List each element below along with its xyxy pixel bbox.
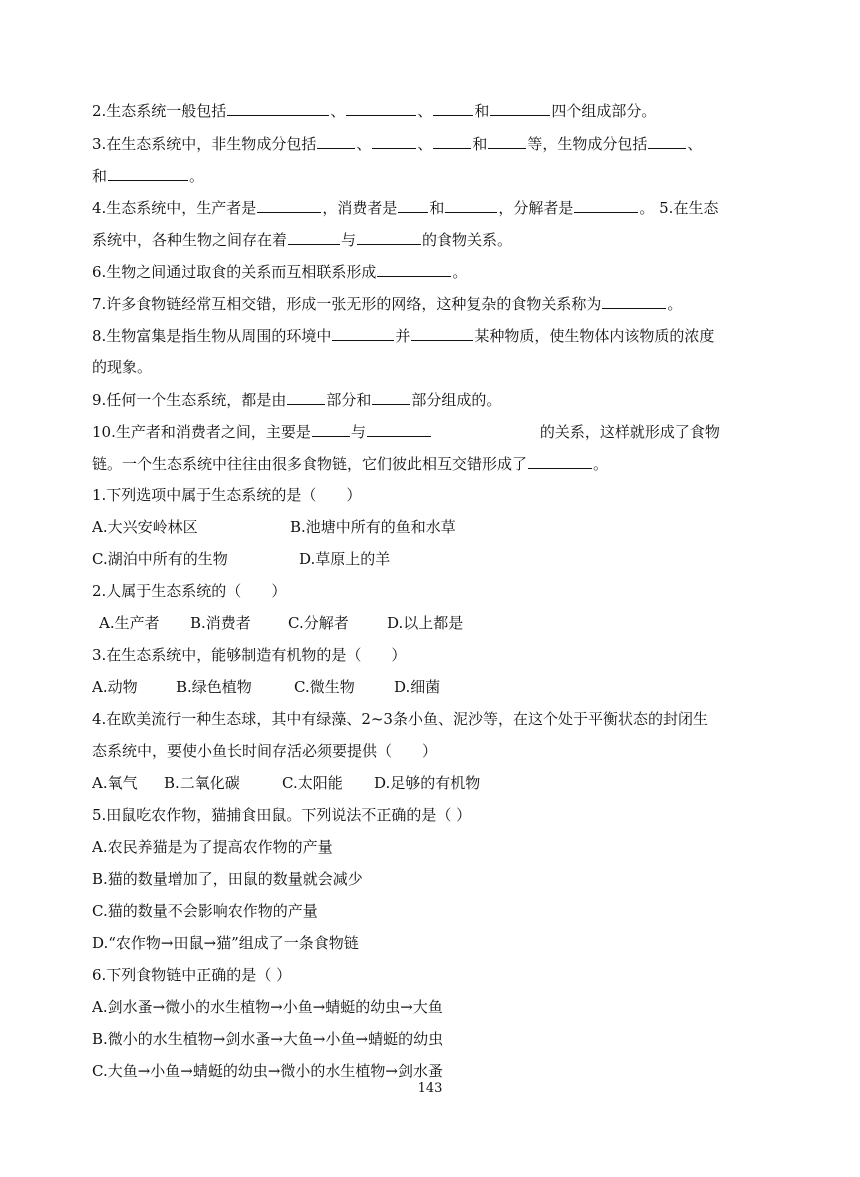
choice-question-1-stem: 1.下列选项中属于生态系统的是（ ） (92, 486, 362, 504)
question-text: 4.生态系统中，生产者是 (92, 199, 257, 217)
answer-blank[interactable] (574, 198, 638, 213)
question-text: 2.生态系统一般包括 (92, 102, 227, 120)
answer-blank[interactable] (433, 101, 473, 116)
choice-question-1-options-row-2 (92, 550, 782, 568)
choice-question-2-options (99, 614, 789, 632)
question-text: 的关系，这样就形成了食物 (539, 423, 720, 441)
choice-option-b[interactable]: B.池塘中所有的鱼和水草 (290, 518, 456, 536)
blank-question-4 (92, 198, 782, 217)
answer-blank[interactable] (372, 390, 410, 405)
question-text: 链。一个生态系统中往往由很多食物链，它们彼此相互交错形成了 (92, 455, 528, 473)
question-text: ，消费者是 (322, 199, 398, 217)
blank-question-7 (92, 294, 782, 313)
answer-blank[interactable] (411, 326, 473, 341)
choice-question-4-options (92, 774, 782, 792)
question-text: 、 (687, 135, 703, 153)
question-text: 。 (667, 295, 683, 313)
blank-question-9 (92, 390, 782, 409)
answer-blank[interactable] (357, 230, 421, 245)
choice-option-b[interactable]: B.绿色植物 (176, 678, 252, 696)
answer-blank[interactable] (312, 422, 350, 437)
choice-option-a[interactable]: A.农民养猫是为了提高农作物的产量 (92, 838, 333, 856)
answer-blank[interactable] (346, 101, 416, 116)
question-text: 、 (417, 102, 433, 120)
answer-blank[interactable] (398, 198, 428, 213)
question-text: 3.在生态系统中，非生物成分包括 (92, 135, 317, 153)
blank-question-6 (92, 262, 782, 281)
choice-option-b[interactable]: B.猫的数量增加了，田鼠的数量就会减少 (92, 870, 363, 888)
question-text: 10.生产者和消费者之间，主要是 (92, 423, 311, 441)
choice-option-c[interactable]: C.太阳能 (282, 774, 343, 792)
question-text: 系统中，各种生物之间存在着 (92, 231, 288, 249)
choice-option-a[interactable]: A.生产者 (99, 614, 160, 632)
choice-option-b[interactable]: B.二氧化碳 (164, 774, 240, 792)
choice-option-c[interactable]: C.猫的数量不会影响农作物的产量 (92, 902, 318, 920)
choice-question-5-stem: 5.田鼠吃农作物，猫捕食田鼠。下列说法不正确的是（ ） (92, 806, 472, 824)
question-text: 和 (474, 102, 490, 120)
choice-option-a[interactable]: A.大兴安岭林区 (92, 518, 198, 536)
blank-question-2 (92, 101, 782, 120)
answer-blank[interactable] (317, 134, 355, 149)
choice-option-a[interactable]: A.氧气 (92, 774, 138, 792)
choice-question-4-stem-line-2: 态系统中，要使小鱼长时间存活必须要提供（ ） (92, 742, 438, 760)
answer-blank[interactable] (433, 134, 471, 149)
blank-question-3 (92, 134, 782, 153)
choice-question-4-stem: 4.在欧美流行一种生态球，其中有绿藻、2~3条小鱼、泥沙等，在这个处于平衡状态的封闭生 (92, 710, 708, 728)
answer-blank[interactable] (488, 134, 526, 149)
page-number: 143 (417, 1081, 443, 1096)
question-text: 、 (417, 135, 433, 153)
choice-option-c[interactable]: C.湖泊中所有的生物 (92, 550, 228, 568)
question-text: 。 (593, 455, 609, 473)
question-text: 。 5.在生态 (639, 199, 719, 217)
choice-question-1-options-row-1 (92, 518, 782, 536)
question-text: 并 (395, 327, 411, 345)
question-text: 7.许多食物链经常互相交错，形成一张无形的网络，这种复杂的食物关系称为 (92, 295, 602, 313)
question-text: 部分和 (326, 391, 372, 409)
answer-blank[interactable] (602, 294, 666, 309)
choice-option-d[interactable]: D.足够的有机物 (374, 774, 481, 792)
choice-option-c[interactable]: C.分解者 (288, 614, 349, 632)
answer-blank[interactable] (648, 134, 686, 149)
question-text: 8.生物富集是指生物从周围的环境中 (92, 327, 332, 345)
answer-blank[interactable] (332, 326, 394, 341)
question-text: 6.生物之间通过取食的关系而互相联系形成 (92, 263, 377, 281)
blank-question-3-line-2 (92, 166, 782, 185)
question-text: 四个组成部分。 (551, 102, 657, 120)
choice-option-d[interactable]: D.“农作物→田鼠→猫”组成了一条食物链 (92, 934, 359, 952)
choice-question-3-stem: 3.在生态系统中，能够制造有机物的是（ ） (92, 646, 407, 664)
answer-blank[interactable] (108, 166, 188, 181)
question-text: ，分解者是 (498, 199, 574, 217)
choice-option-d[interactable]: D.以上都是 (387, 614, 464, 632)
question-text: 和 (92, 167, 108, 185)
question-text: 部分组成的。 (411, 391, 502, 409)
answer-blank[interactable] (227, 101, 329, 116)
question-text: 某种物质，使生物体内该物质的浓度 (474, 327, 715, 345)
choice-question-2-stem: 2.人属于生态系统的（ ） (92, 582, 287, 600)
question-text: 的食物关系。 (422, 231, 513, 249)
question-text: 与 (350, 423, 366, 441)
blank-question-5 (92, 230, 782, 249)
answer-blank[interactable] (367, 422, 431, 437)
answer-blank[interactable] (377, 262, 451, 277)
blank-question-8-line-2 (92, 358, 782, 376)
answer-blank[interactable] (528, 454, 592, 469)
question-text: 、 (330, 102, 346, 120)
choice-option-a[interactable]: A.剑水蚤→微小的水生植物→小鱼→蜻蜓的幼虫→大鱼 (92, 998, 443, 1016)
answer-blank[interactable] (287, 390, 325, 405)
question-text: 9.任何一个生态系统，都是由 (92, 391, 287, 409)
question-text: 的现象。 (92, 358, 153, 376)
answer-blank[interactable] (288, 230, 340, 245)
blank-question-8 (92, 326, 782, 345)
question-text: 、 (356, 135, 372, 153)
question-text: 和 (429, 199, 445, 217)
answer-blank[interactable] (257, 198, 321, 213)
question-text: 。 (452, 263, 468, 281)
answer-blank[interactable] (490, 101, 550, 116)
choice-option-a[interactable]: A.动物 (92, 678, 138, 696)
question-text: 。 (189, 167, 205, 185)
choice-option-b[interactable]: B.微小的水生植物→剑水蚤→大鱼→小鱼→蜻蜓的幼虫 (92, 1030, 444, 1048)
question-text: 等，生物成分包括 (527, 135, 648, 153)
question-text: 和 (472, 135, 488, 153)
answer-blank[interactable] (445, 198, 497, 213)
answer-blank[interactable] (372, 134, 416, 149)
choice-question-3-options (92, 678, 782, 696)
choice-option-d[interactable]: D.细菌 (394, 678, 441, 696)
blank-question-10-line-2 (92, 454, 782, 473)
choice-option-c[interactable]: C.大鱼→小鱼→蜻蜓的幼虫→微小的水生植物→剑水蚤 (92, 1062, 443, 1080)
choice-option-b[interactable]: B.消费者 (190, 614, 251, 632)
question-text: 与 (341, 231, 357, 249)
choice-option-d[interactable]: D.草原上的羊 (299, 550, 391, 568)
blank-question-10 (92, 422, 782, 441)
choice-option-c[interactable]: C.微生物 (294, 678, 355, 696)
choice-question-6-stem: 6.下列食物链中正确的是（ ） (92, 966, 292, 984)
